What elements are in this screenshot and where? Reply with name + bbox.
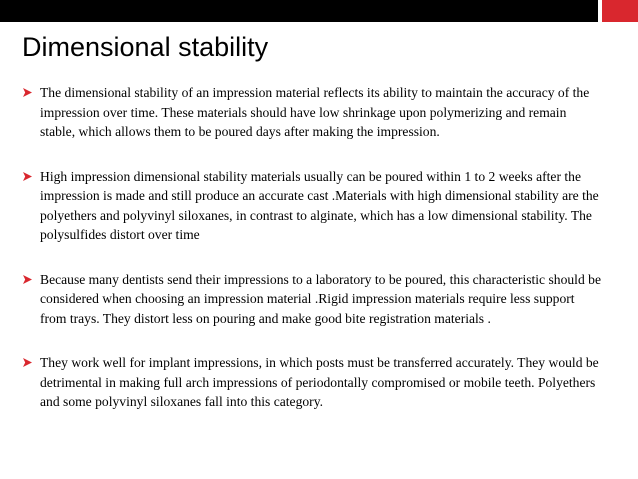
arrow-bullet-icon — [22, 87, 33, 98]
bullet-text: Because many dentists send their impressions to a laboratory to be poured, this characteristic should be considered when choosing an impression material .Rigid impression materials require less support from trays. They distort less on pouring and make good bite registration materials . — [40, 271, 601, 326]
arrow-bullet-icon — [22, 274, 33, 285]
arrow-bullet-icon — [22, 357, 33, 368]
bullet-item — [22, 167, 602, 245]
bullet-item — [22, 83, 602, 142]
bullet-text: High impression dimensional stability materials usually can be poured within 1 to 2 weeks after the impression is made and still produce an accurate cast .Materials with high dimensional stability are the polyethers and polyvinyl siloxanes, in contrast to alginate, which has a low dimensional stability. The polysulfides distort over time — [40, 168, 599, 242]
bullet-item — [22, 353, 602, 412]
bullet-item — [22, 270, 602, 329]
bullet-list — [22, 83, 602, 412]
arrow-bullet-icon — [22, 171, 33, 182]
bullet-text: They work well for implant impressions, in which posts must be transferred accurately. They would be detrimental in making full arch impressions of periodontally compromised or mobile teeth. Polyethers and some polyvinyl siloxanes fall into this category. — [40, 355, 599, 409]
bullet-text: The dimensional stability of an impression material reflects its ability to maintain the accuracy of the impression over time. These materials should have low shrinkage upon polymerizing and remain stable, which allows them to be poured days after making the impression. — [40, 85, 590, 139]
accent-bar — [602, 0, 638, 22]
slide-title: Dimensional stability — [22, 32, 269, 62]
top-bar — [0, 0, 598, 22]
